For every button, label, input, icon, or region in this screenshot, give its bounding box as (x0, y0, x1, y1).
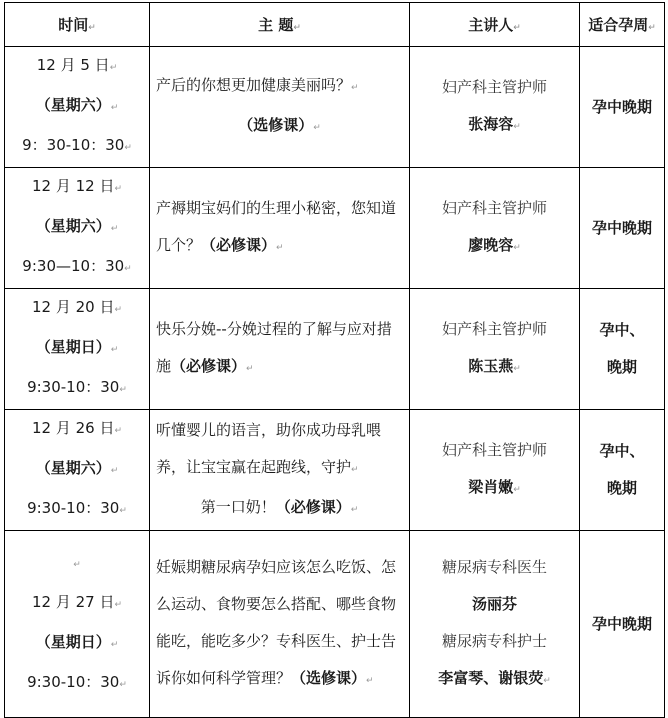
speaker-name: 汤丽芬 (471, 594, 517, 613)
weekday-text: （星期六） (35, 459, 111, 477)
time-range-text: 9：30-10：30 (22, 136, 125, 154)
speaker-name: 梁肖嫩 (468, 477, 514, 496)
table-row (5, 47, 665, 168)
weekday-text: （星期日） (35, 338, 111, 356)
course-tag: （选修课） (291, 668, 367, 687)
time-cell: 12 月 5 日↵ （星期六）↵ 9：30-10：30↵ (5, 47, 150, 168)
speaker-role: 妇产科主管护师 (441, 319, 547, 338)
table-row (5, 531, 665, 718)
time-cell: ↵ 12 月 27 日↵ （星期日）↵ 9:30-10：30↵ (5, 531, 150, 718)
speaker-name: 廖晚容 (468, 235, 514, 254)
course-tag: （必修课） (171, 356, 247, 375)
weekday-text: （星期六） (35, 96, 111, 114)
topic-cell: 快乐分娩--分娩过程的了解与应对措施（必修课）↵ (150, 289, 410, 410)
week-cell (580, 289, 665, 410)
schedule-table (4, 2, 665, 718)
speaker-role: 妇产科主管护师 (441, 198, 547, 217)
table-row (5, 289, 665, 410)
topic-text: 妊娠期糖尿病孕妇应该怎么吃饭、怎么运动、食物要怎么搭配、哪些食物能吃，能吃多少？专科医生、护士告诉你如何科学管理？ (156, 557, 397, 687)
topic-text: 产后的你想更加健康美丽吗？ (156, 76, 352, 94)
topic-tail-text: 第一口奶！ (200, 497, 276, 516)
date-text: 12 月 5 日 (36, 56, 110, 74)
weekday-text: （星期六） (35, 217, 111, 235)
header-topic: 主 题↵ (150, 3, 410, 47)
topic-text: 快乐分娩--分娩过程的了解与应对措施 (156, 319, 392, 375)
time-range-text: 9:30-10：30 (27, 378, 120, 396)
course-tag: （选修课） (238, 116, 314, 134)
topic-cell: 产后的你想更加健康美丽吗？↵ （选修课）↵ (150, 47, 410, 168)
week-text: 孕中晚期 (591, 218, 652, 237)
week-cell (580, 531, 665, 718)
time-cell: 12 月 20 日↵ （星期日）↵ 9:30-10：30↵ (5, 289, 150, 410)
time-cell: 12 月 26 日↵ （星期六）↵ 9:30-10：30↵ (5, 410, 150, 531)
topic-text: 产褥期宝妈们的生理小秘密，您知道几个？ (156, 198, 397, 254)
week-cell (580, 168, 665, 289)
topic-cell: 听懂婴儿的语言，助你成功母乳喂养，让宝宝赢在起跑线，守护↵ 第一口奶！（必修课）↵ (150, 410, 410, 531)
time-range-text: 9:30-10：30 (27, 499, 120, 517)
week-text: 孕中、 (599, 442, 645, 460)
table-row (5, 168, 665, 289)
speaker-cell: 妇产科主管护师 陈玉燕↵ (410, 289, 580, 410)
speaker-cell: 糖尿病专科医生 汤丽芬 糖尿病专科护士 李富琴、谢银荧↵ (410, 531, 580, 718)
speaker-name: 李富琴、谢银荧 (438, 668, 544, 687)
header-week: 适合孕周↵ (580, 3, 665, 47)
date-text: 12 月 27 日 (31, 593, 115, 611)
speaker-role: 妇产科主管护师 (441, 440, 547, 459)
speaker-role: 妇产科主管护师 (441, 77, 547, 96)
speaker-cell: 妇产科主管护师 梁肖嫩↵ (410, 410, 580, 531)
week-cell (580, 47, 665, 168)
speaker-cell: 妇产科主管护师 廖晚容↵ (410, 168, 580, 289)
date-text: 12 月 12 日 (31, 177, 115, 195)
speaker-role: 糖尿病专科护士 (441, 631, 547, 650)
table-row (5, 410, 665, 531)
date-text: 12 月 20 日 (31, 298, 115, 316)
header-time: 时间↵ (5, 3, 150, 47)
week-cell (580, 410, 665, 531)
speaker-cell: 妇产科主管护师 张海容↵ (410, 47, 580, 168)
time-range-text: 9:30-10：30 (27, 673, 120, 691)
date-text: 12 月 26 日 (31, 419, 115, 437)
week-text: 孕中晚期 (591, 97, 652, 116)
speaker-role: 糖尿病专科医生 (441, 557, 547, 576)
week-text: 孕中晚期 (591, 614, 652, 633)
course-tag: （必修课） (275, 497, 351, 516)
course-tag: （必修课） (201, 235, 277, 254)
topic-cell: 妊娠期糖尿病孕妇应该怎么吃饭、怎么运动、食物要怎么搭配、哪些食物能吃，能吃多少？专科医生、护士告诉你如何科学管理？（选修课）↵ (150, 531, 410, 718)
week-text: 晚期 (606, 479, 637, 497)
week-text: 孕中、 (599, 321, 645, 339)
week-text: 晚期 (606, 358, 637, 376)
header-row (5, 3, 665, 47)
header-speaker: 主讲人↵ (410, 3, 580, 47)
topic-text: 听懂婴儿的语言，助你成功母乳喂养，让宝宝赢在起跑线，守护 (156, 420, 382, 476)
topic-cell: 产褥期宝妈们的生理小秘密，您知道几个？（必修课）↵ (150, 168, 410, 289)
weekday-text: （星期日） (35, 633, 111, 651)
speaker-name: 张海容 (468, 114, 514, 133)
time-cell: 12 月 12 日↵ （星期六）↵ 9:30—10：30↵ (5, 168, 150, 289)
speaker-name: 陈玉燕 (468, 356, 514, 375)
time-range-text: 9:30—10：30 (22, 257, 125, 275)
